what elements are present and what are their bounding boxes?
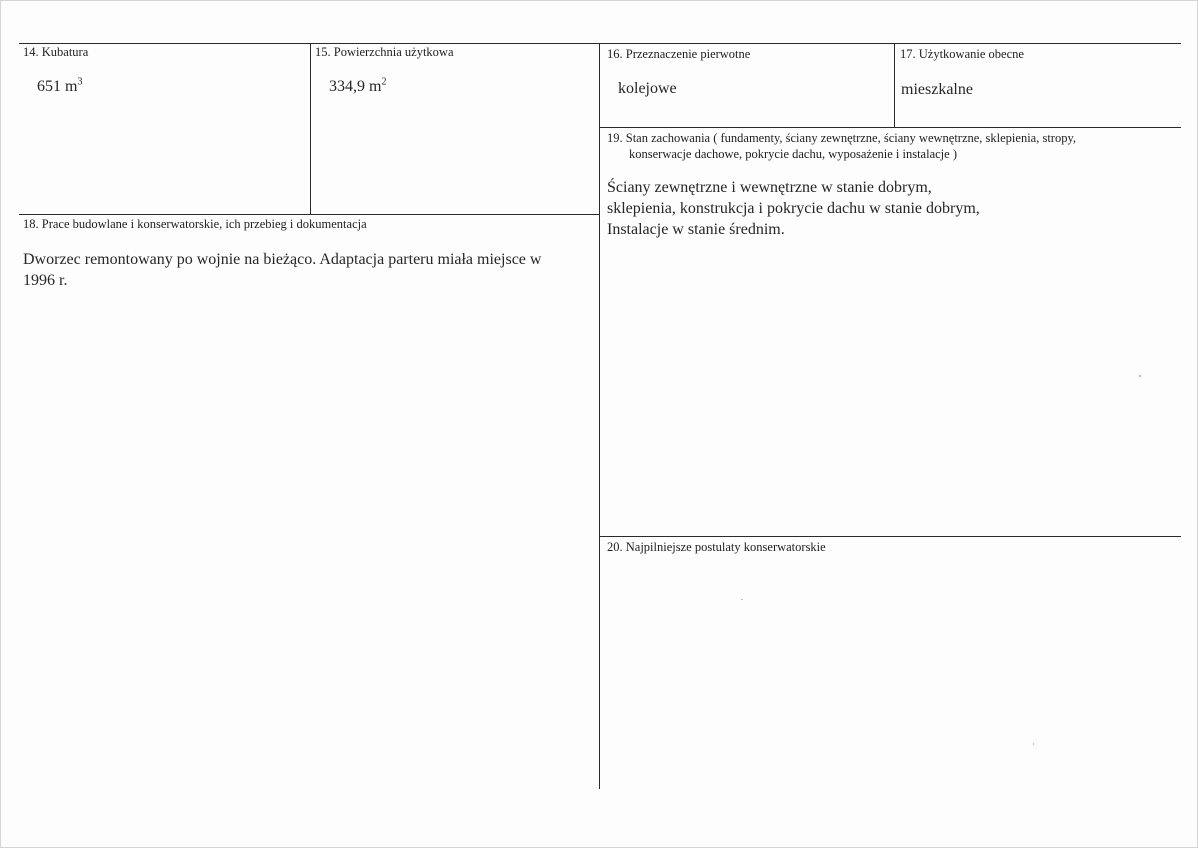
field-15-value-exponent: 2	[381, 76, 387, 88]
field-19-value-line-1: Ściany zewnętrzne i wewnętrzne w stanie dobrym,	[607, 179, 932, 196]
field-18-value	[23, 249, 541, 291]
divider-16-17	[894, 43, 895, 127]
field-16-label: 16. Przeznaczenie pierwotne	[607, 47, 751, 61]
field-14-value-exponent: 3	[77, 76, 83, 88]
field-18-value-line-2: 1996 r.	[23, 272, 68, 289]
field-16-value: kolejowe	[618, 80, 677, 97]
scan-speck	[1033, 743, 1034, 745]
field-19-value	[607, 177, 980, 240]
field-20-label: 20. Najpilniejsze postulaty konserwatorskie	[607, 540, 826, 554]
rule-above-19	[599, 127, 1181, 128]
field-19-label-line-1: 19. Stan zachowania ( fundamenty, ściany zewnętrzne, ściany wewnętrzne, sklepienia, stropy,	[607, 131, 1077, 145]
field-14-value	[37, 77, 82, 97]
field-19-value-line-3: Instalacje w stanie średnim.	[607, 221, 785, 238]
field-14-value-text: 651 m	[37, 78, 78, 95]
divider-main	[599, 43, 600, 789]
rule-above-18	[19, 214, 600, 215]
field-14-label: 14. Kubatura	[23, 45, 89, 59]
field-15-label: 15. Powierzchnia użytkowa	[315, 45, 454, 59]
field-15-value-text: 334,9 m	[329, 78, 382, 95]
field-19-value-line-2: sklepienia, konstrukcja i pokrycie dachu w stanie dobrym,	[607, 200, 980, 217]
field-18-label: 18. Prace budowlane i konserwatorskie, ich przebieg i dokumentacja	[23, 217, 367, 231]
field-18-value-line-1: Dworzec remontowany po wojnie na bieżąco. Adaptacja parteru miała miejsce w	[23, 251, 542, 268]
field-17-label: 17. Użytkowanie obecne	[900, 47, 1024, 61]
divider-14-15	[310, 43, 311, 215]
field-15-value	[329, 77, 386, 97]
scan-speck	[741, 599, 743, 600]
scan-speck	[1139, 375, 1141, 377]
rule-above-20	[599, 536, 1181, 537]
field-19-label-line-2: konserwacje dachowe, pokrycie dachu, wyposażenie i instalacje )	[629, 147, 957, 161]
field-17-value: mieszkalne	[901, 81, 973, 98]
top-rule	[19, 43, 1181, 44]
